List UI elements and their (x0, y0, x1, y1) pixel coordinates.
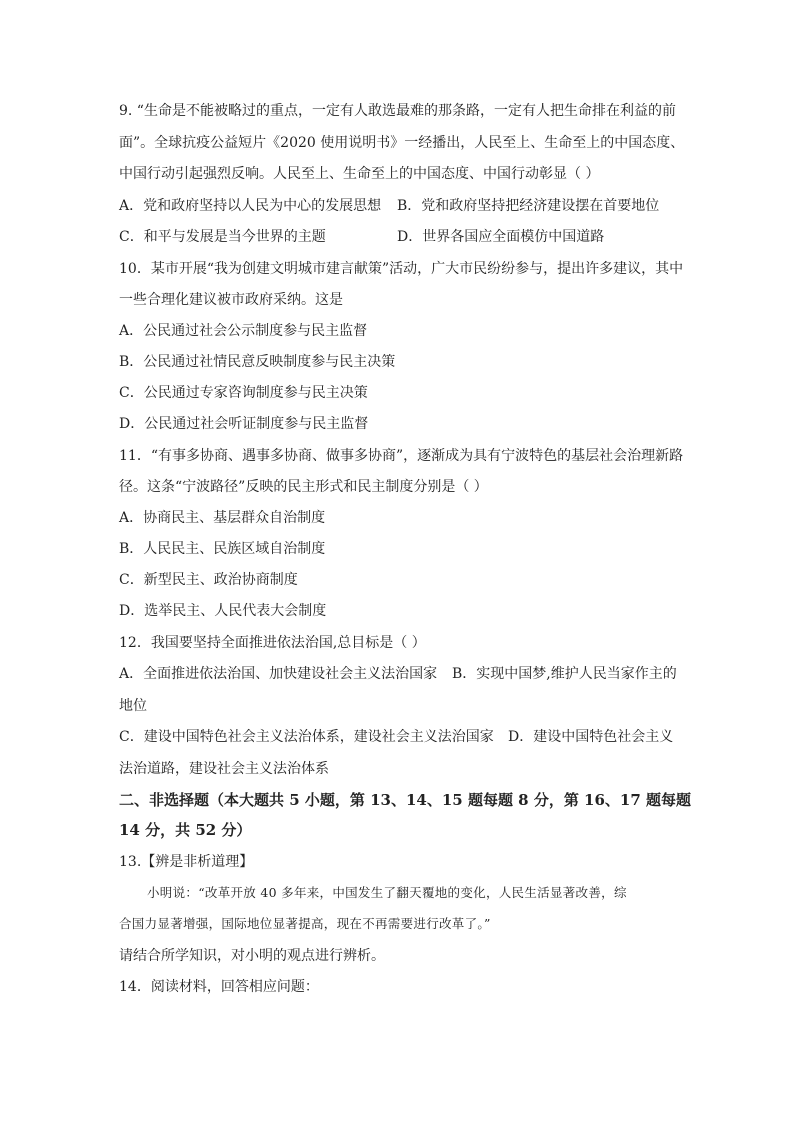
q12-line-1: 12．我国要坚持全面推进依法治国,总目标是（ ） (119, 635, 426, 651)
q12-option-c: C．建设中国特色社会主义法治体系，建设社会主义法治国家 (119, 729, 494, 745)
q9-option-d: D．世界各国应全面模仿中国道路 (397, 229, 605, 245)
q13-quote-line-1: 小明说：“改革开放 40 多年来，中国发生了翻天覆地的变化，人民生活显著改善，综 (147, 885, 627, 900)
q13-quote-line-2: 合国力显著增强，国际地位显著提高，现在不再需要进行改革了。” (119, 916, 491, 931)
q9-line-2: 面”。全球抗疫公益短片《2020 使用说明书》一经播出，人民至上、生命至上的中国态度、 (119, 135, 685, 151)
q11-option-a: A．协商民主、基层群众自治制度 (119, 510, 326, 526)
q10-line-2: 一些合理化建议被市政府采纳。这是 (119, 292, 343, 308)
q12-option-d-continued: 法治道路，建设社会主义法治体系 (119, 761, 329, 777)
q9-option-b: B．党和政府坚持把经济建设摆在首要地位 (397, 198, 660, 214)
q12-option-d: D．建设中国特色社会主义 (508, 729, 674, 745)
q12-option-b: B．实现中国梦,维护人民当家作主的 (452, 666, 677, 682)
q13-instruction: 请结合所学知识，对小明的观点进行辨析。 (119, 948, 385, 964)
q9-line-1: 9. “生命是不能被略过的重点，一定有人敢选最难的那条路，一定有人把生命排在利益的前 (119, 103, 676, 119)
q10-option-b: B．公民通过社情民意反映制度参与民主决策 (119, 354, 396, 370)
q10-line-1: 10．某市开展“我为创建文明城市建言献策”活动，广大市民纷纷参与，提出许多建议，其中 (119, 261, 684, 277)
q10-option-a: A．公民通过社会公示制度参与民主监督 (119, 323, 368, 339)
q9-options-cd (119, 227, 719, 247)
q11-line-1: 11．“有事多协商、遇事多协商、做事多协商”，逐渐成为具有宁波特色的基层社会治理新路 (119, 448, 684, 464)
q12-options-cd (119, 727, 679, 747)
q9-option-c: C．和平与发展是当今世界的主题 (119, 229, 326, 245)
q13-title: 13.【辨是非析道理】 (119, 854, 254, 870)
q11-option-b: B．人民民主、民族区域自治制度 (119, 541, 326, 557)
q9-option-a: A．党和政府坚持以人民为中心的发展思想 (119, 198, 382, 214)
q11-option-c: C．新型民主、政治协商制度 (119, 572, 298, 588)
q12-option-a: A．全面推进依法治国、加快建设社会主义法治国家 (119, 666, 438, 682)
q11-option-d: D．选举民主、人民代表大会制度 (119, 603, 327, 619)
q12-option-b-continued: 地位 (119, 698, 147, 714)
q12-options-ab (119, 664, 679, 684)
q10-option-c: C．公民通过专家咨询制度参与民主决策 (119, 385, 368, 401)
section-2-heading-continued: 14 分，共 52 分） (119, 821, 252, 839)
section-2-heading: 二、非选择题（本大题共 5 小题，第 13、14、15 题每题 8 分，第 16、17 题每题 (119, 791, 692, 809)
q9-options-ab (119, 196, 719, 216)
q10-option-d: D．公民通过社会听证制度参与民主监督 (119, 416, 369, 432)
q9-line-3: 中国行动引起强烈反响。人民至上、生命至上的中国态度、中国行动彰显（ ） (119, 166, 600, 182)
q11-line-2: 径。这条“宁波路径”反映的民主形式和民主制度分别是（ ） (119, 479, 488, 495)
q14-title: 14．阅读材料，回答相应问题： (119, 979, 319, 995)
